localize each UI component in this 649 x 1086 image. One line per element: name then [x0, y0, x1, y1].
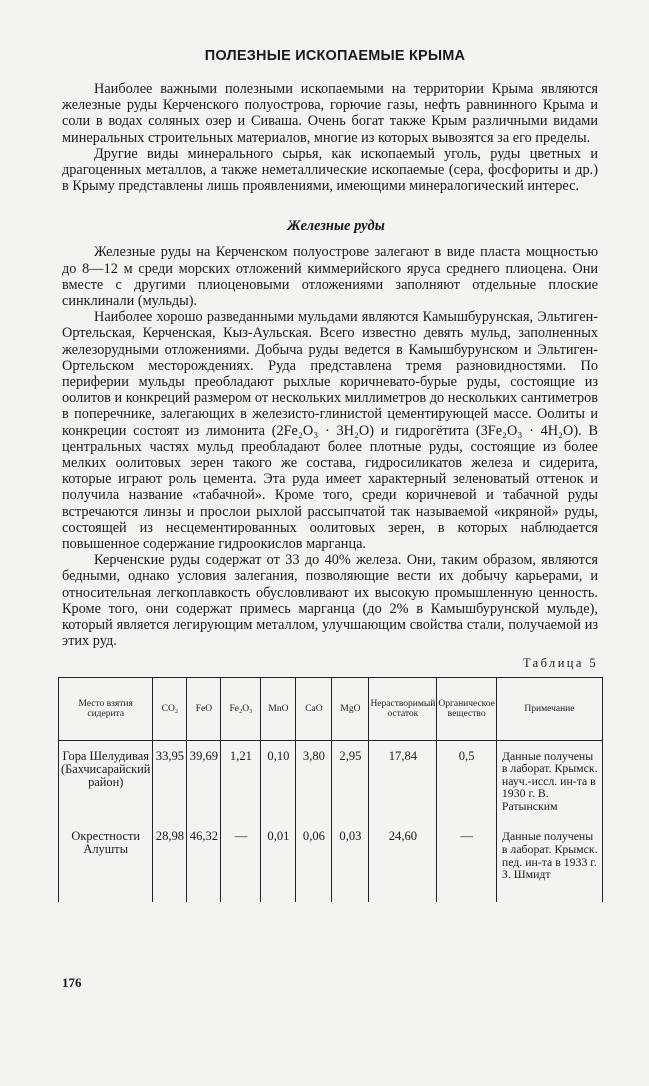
- table-cell: 28,98: [153, 826, 187, 902]
- table-cell: —: [221, 826, 261, 902]
- table-cell: 0,03: [332, 826, 369, 902]
- table-cell: 2,95: [332, 740, 369, 826]
- column-header: FeO: [187, 677, 221, 740]
- table-cell: 0,5: [437, 740, 497, 826]
- table-cell: 0,06: [296, 826, 332, 902]
- intro-paragraph: Наиболее важными полезными ископаемыми на территории Крыма являются железные руды Керченского полуострова, горючие газы, нефть равнинного Крыма и соли в водах соляных озер и Сиваша. Очень богат также Крым различными видами минеральных строительных материалов, многие из которых вывозятся за его пределы.: [62, 81, 598, 146]
- column-header: MgO: [332, 677, 369, 740]
- page-title: ПОЛЕЗНЫЕ ИСКОПАЕМЫЕ КРЫМА: [204, 48, 466, 64]
- intro-paragraph: Другие виды минерального сырья, как ископаемый уголь, руды цветных и драгоценных металлов, а также неметаллические ископаемые (сера, фосфориты и др.) в Крыму представлены лишь проявлениями, имеющими минералогический интерес.: [62, 145, 598, 195]
- table-cell: 3,80: [296, 740, 332, 826]
- table-cell: Данные получены в лаборат. Крымск. пед. ин-та в 1933 г. З. Шмидт: [496, 826, 602, 902]
- table-row: [59, 740, 603, 826]
- table-cell: 1,21: [221, 740, 261, 826]
- table-cell: 0,10: [261, 740, 296, 826]
- table-cell: Окрестности Алушты: [59, 826, 153, 902]
- siderite-analysis-table: [58, 677, 603, 903]
- column-header: MnO: [261, 677, 296, 740]
- section-title: Железные руды: [287, 218, 385, 235]
- page-content: [62, 48, 598, 902]
- column-header: Органическое вещество: [437, 677, 497, 740]
- table-cell: Данные получены в лаборат. Крымск. науч.-иссл. ин-та в 1930 г. В. Ратынским: [496, 740, 602, 826]
- table-cell: Гора Шелудивая (Бахчисарайский район): [59, 740, 153, 826]
- table-cell: 17,84: [369, 740, 437, 826]
- column-header: Примечание: [496, 677, 602, 740]
- column-header: CO₂: [153, 677, 187, 740]
- table-cell: —: [437, 826, 497, 902]
- section-paragraph: Наиболее хорошо разведанными мульдами являются Камышбурунская, Эльтиген-Ортельская, Керченская, Кыз-Аульская. Всего известно девять мульд, заполненных железорудными отложениями. Добыча руды ведется в Камышбурунском и Эльтиген-Ортельском месторождениях. Руда представлена тремя разновидностями. По периферии мульды преобладают рыхлые коричневато-бурые руды, состоящие из оолитов и конкреций размером от нескольких миллиметров до нескольких сантиметров в поперечнике, залегающих в железисто-глинистой цементирующей массе. Оолиты и конкреции состоят из лимонита (2Fe₂O₃ · 3H₂O) и гидрогётита (3Fe₂O₃ · 4H₂O). В центральных частях мульд преобладают более плотные руды, состоящие из более мелких оолитовых зерен такого же состава, гидросиликатов железа и сидерита, которые играют роль цемента. Эта руда имеет характерный зеленоватый оттенок и получила название «табачной». Кроме того, среди коричневой и табачной руды встречаются линзы и прослои рыхлой рассыпчатой так называемой «икряной» руды, состоящей из несцементированных оолитовых зерен, в которых наблюдается повышенное содержание гидроокислов марганца.: [62, 309, 598, 553]
- table-cell: 33,95: [153, 740, 187, 826]
- column-header: Нерастворимый остаток: [369, 677, 437, 740]
- table-caption: Таблица 5: [522, 655, 598, 670]
- table-header-row: [59, 677, 603, 740]
- table-cell: 39,69: [187, 740, 221, 826]
- column-header: CaO: [296, 677, 332, 740]
- column-header: Fe₂O₃: [221, 677, 261, 740]
- table-cell: 24,60: [369, 826, 437, 902]
- column-header: Место взятия сидерита: [59, 677, 153, 740]
- section-paragraph: Керченские руды содержат от 33 до 40% железа. Они, таким образом, являются бедными, однако условия залегания, позволяющие вести их добычу карьерами, и относительная легкоплавкость обусловливают их высокую промышленную ценность. Кроме того, они содержат примесь марганца (до 2% в Камышбурунской мульде), который является легирующим металлом, улучшающим свойства стали, получаемой из этих руд.: [62, 552, 598, 650]
- table-cell: 46,32: [187, 826, 221, 902]
- table-cell: 0,01: [261, 826, 296, 902]
- section-paragraph: Железные руды на Керченском полуострове залегают в виде пласта мощностью до 8—12 м среди морских отложений киммерийского яруса среднего плиоцена. Они вместе с другими плиоценовыми отложениями заполняют отдельные плоские синклинали (мульды).: [62, 244, 598, 310]
- table-row: [59, 826, 603, 902]
- page-number: 176: [62, 975, 82, 990]
